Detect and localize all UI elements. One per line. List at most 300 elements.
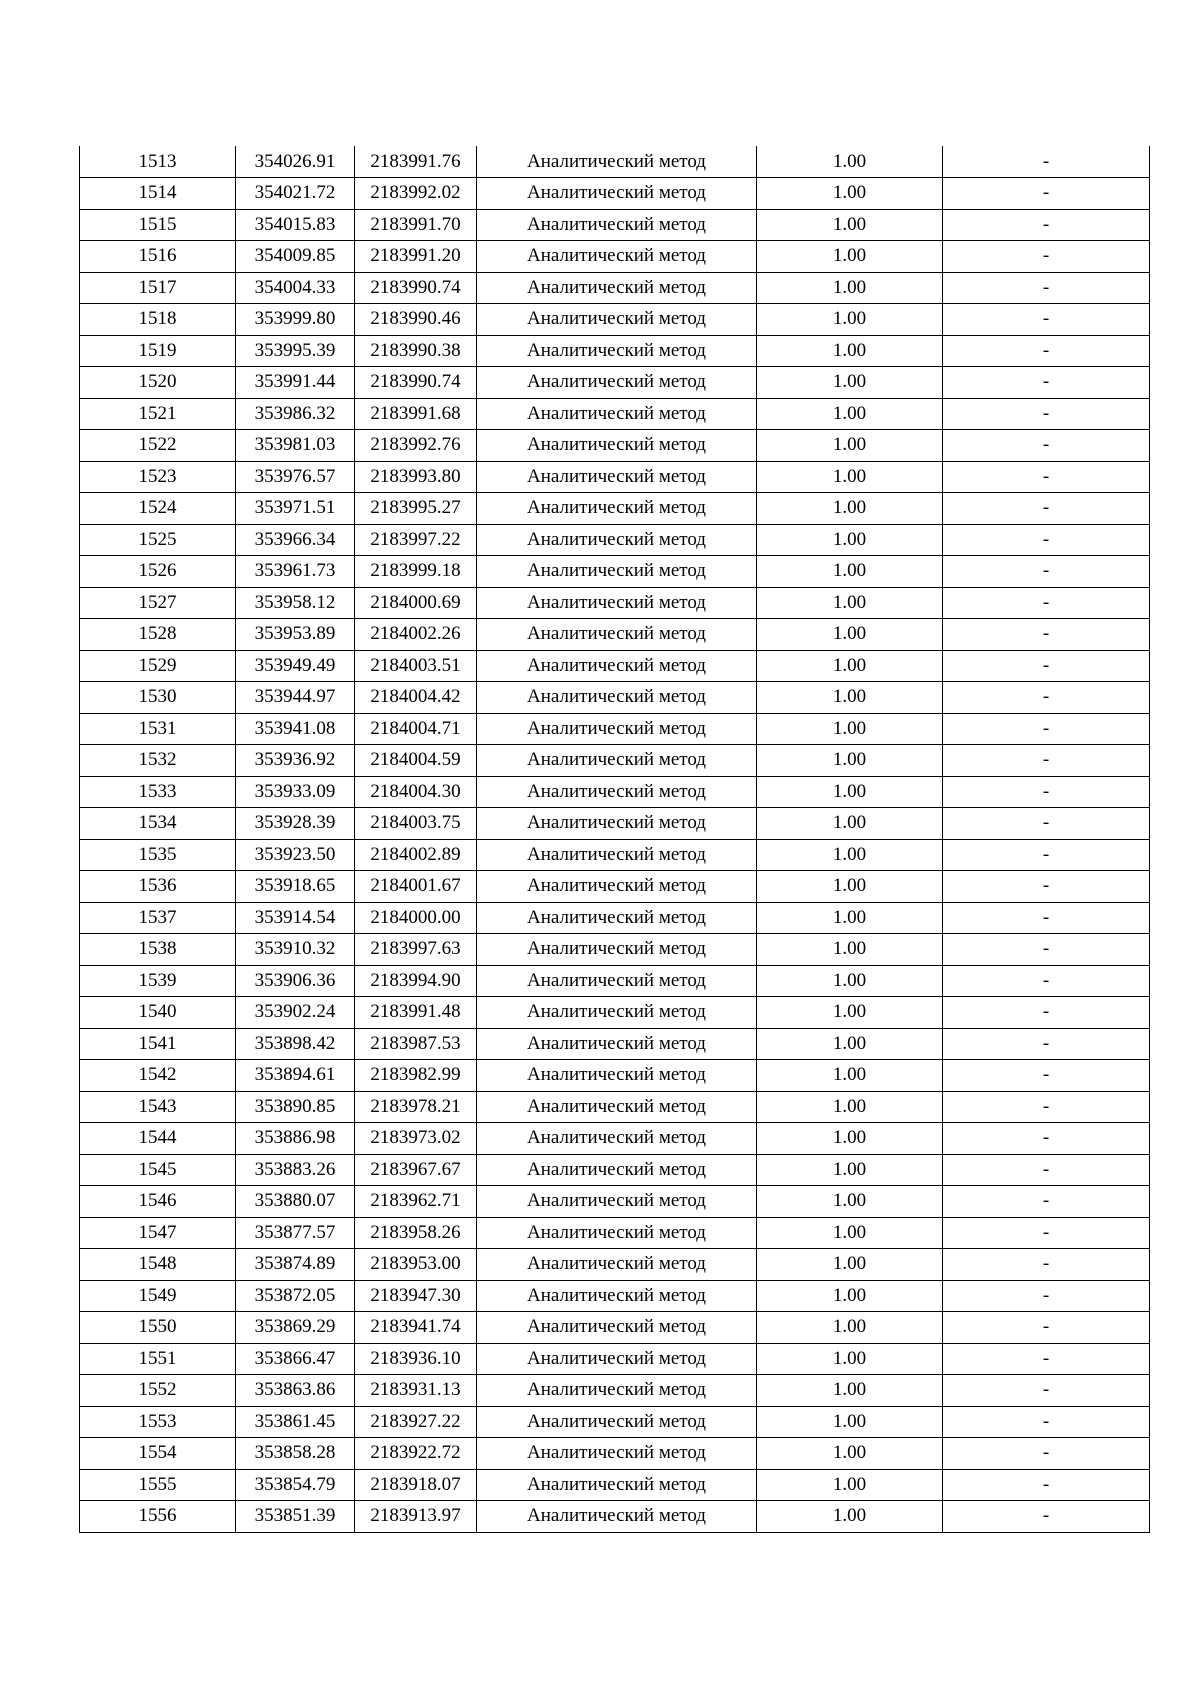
y-coordinate-cell: 2183997.22 <box>355 524 477 556</box>
description-cell: - <box>943 178 1150 210</box>
accuracy-cell: 1.00 <box>757 902 943 934</box>
table-row <box>80 430 1150 462</box>
x-coordinate-cell: 353880.07 <box>236 1186 355 1218</box>
accuracy-cell: 1.00 <box>757 461 943 493</box>
description-cell: - <box>943 398 1150 430</box>
point-number-cell: 1513 <box>80 146 236 178</box>
x-coordinate-cell: 353995.39 <box>236 335 355 367</box>
description-cell: - <box>943 650 1150 682</box>
point-number-cell: 1516 <box>80 241 236 273</box>
y-coordinate-cell: 2184000.00 <box>355 902 477 934</box>
point-number-cell: 1520 <box>80 367 236 399</box>
point-number-cell: 1547 <box>80 1217 236 1249</box>
point-number-cell: 1537 <box>80 902 236 934</box>
y-coordinate-cell: 2183991.20 <box>355 241 477 273</box>
method-cell: Аналитический метод <box>477 367 757 399</box>
table-row <box>80 1312 1150 1344</box>
table-row <box>80 493 1150 525</box>
x-coordinate-cell: 353949.49 <box>236 650 355 682</box>
y-coordinate-cell: 2183991.68 <box>355 398 477 430</box>
accuracy-cell: 1.00 <box>757 146 943 178</box>
description-cell: - <box>943 965 1150 997</box>
x-coordinate-cell: 353851.39 <box>236 1501 355 1533</box>
accuracy-cell: 1.00 <box>757 776 943 808</box>
accuracy-cell: 1.00 <box>757 1060 943 1092</box>
method-cell: Аналитический метод <box>477 1280 757 1312</box>
x-coordinate-cell: 353936.92 <box>236 745 355 777</box>
description-cell: - <box>943 934 1150 966</box>
method-cell: Аналитический метод <box>477 335 757 367</box>
x-coordinate-cell: 353944.97 <box>236 682 355 714</box>
point-number-cell: 1548 <box>80 1249 236 1281</box>
accuracy-cell: 1.00 <box>757 839 943 871</box>
x-coordinate-cell: 353928.39 <box>236 808 355 840</box>
point-number-cell: 1556 <box>80 1501 236 1533</box>
point-number-cell: 1521 <box>80 398 236 430</box>
method-cell: Аналитический метод <box>477 650 757 682</box>
description-cell: - <box>943 146 1150 178</box>
description-cell: - <box>943 461 1150 493</box>
y-coordinate-cell: 2184004.59 <box>355 745 477 777</box>
y-coordinate-cell: 2184002.26 <box>355 619 477 651</box>
x-coordinate-cell: 353923.50 <box>236 839 355 871</box>
description-cell: - <box>943 1343 1150 1375</box>
point-number-cell: 1531 <box>80 713 236 745</box>
accuracy-cell: 1.00 <box>757 209 943 241</box>
description-cell: - <box>943 493 1150 525</box>
description-cell: - <box>943 1312 1150 1344</box>
accuracy-cell: 1.00 <box>757 1438 943 1470</box>
accuracy-cell: 1.00 <box>757 335 943 367</box>
x-coordinate-cell: 353902.24 <box>236 997 355 1029</box>
description-cell: - <box>943 556 1150 588</box>
table-row <box>80 524 1150 556</box>
table-row <box>80 1438 1150 1470</box>
point-number-cell: 1525 <box>80 524 236 556</box>
accuracy-cell: 1.00 <box>757 241 943 273</box>
description-cell: - <box>943 745 1150 777</box>
table-row <box>80 1343 1150 1375</box>
method-cell: Аналитический метод <box>477 1312 757 1344</box>
y-coordinate-cell: 2183991.76 <box>355 146 477 178</box>
table-row <box>80 398 1150 430</box>
y-coordinate-cell: 2184002.89 <box>355 839 477 871</box>
table-row <box>80 650 1150 682</box>
y-coordinate-cell: 2184003.75 <box>355 808 477 840</box>
point-number-cell: 1518 <box>80 304 236 336</box>
x-coordinate-cell: 353999.80 <box>236 304 355 336</box>
method-cell: Аналитический метод <box>477 493 757 525</box>
table-row <box>80 934 1150 966</box>
y-coordinate-cell: 2183922.72 <box>355 1438 477 1470</box>
x-coordinate-cell: 354004.33 <box>236 272 355 304</box>
method-cell: Аналитический метод <box>477 776 757 808</box>
x-coordinate-cell: 353958.12 <box>236 587 355 619</box>
accuracy-cell: 1.00 <box>757 808 943 840</box>
description-cell: - <box>943 619 1150 651</box>
y-coordinate-cell: 2183918.07 <box>355 1469 477 1501</box>
table-row <box>80 808 1150 840</box>
accuracy-cell: 1.00 <box>757 650 943 682</box>
accuracy-cell: 1.00 <box>757 1343 943 1375</box>
accuracy-cell: 1.00 <box>757 1154 943 1186</box>
y-coordinate-cell: 2183931.13 <box>355 1375 477 1407</box>
point-number-cell: 1552 <box>80 1375 236 1407</box>
x-coordinate-cell: 353914.54 <box>236 902 355 934</box>
accuracy-cell: 1.00 <box>757 1028 943 1060</box>
description-cell: - <box>943 1028 1150 1060</box>
y-coordinate-cell: 2183953.00 <box>355 1249 477 1281</box>
point-number-cell: 1546 <box>80 1186 236 1218</box>
y-coordinate-cell: 2183958.26 <box>355 1217 477 1249</box>
y-coordinate-cell: 2183913.97 <box>355 1501 477 1533</box>
table-row <box>80 1154 1150 1186</box>
x-coordinate-cell: 353863.86 <box>236 1375 355 1407</box>
y-coordinate-cell: 2184003.51 <box>355 650 477 682</box>
method-cell: Аналитический метод <box>477 241 757 273</box>
table-row <box>80 713 1150 745</box>
method-cell: Аналитический метод <box>477 209 757 241</box>
description-cell: - <box>943 241 1150 273</box>
point-number-cell: 1551 <box>80 1343 236 1375</box>
x-coordinate-cell: 354015.83 <box>236 209 355 241</box>
point-number-cell: 1535 <box>80 839 236 871</box>
accuracy-cell: 1.00 <box>757 965 943 997</box>
method-cell: Аналитический метод <box>477 272 757 304</box>
y-coordinate-cell: 2184000.69 <box>355 587 477 619</box>
description-cell: - <box>943 1060 1150 1092</box>
accuracy-cell: 1.00 <box>757 304 943 336</box>
description-cell: - <box>943 209 1150 241</box>
table-row <box>80 965 1150 997</box>
accuracy-cell: 1.00 <box>757 430 943 462</box>
method-cell: Аналитический метод <box>477 1438 757 1470</box>
method-cell: Аналитический метод <box>477 997 757 1029</box>
x-coordinate-cell: 353933.09 <box>236 776 355 808</box>
table-row <box>80 209 1150 241</box>
point-number-cell: 1550 <box>80 1312 236 1344</box>
method-cell: Аналитический метод <box>477 1186 757 1218</box>
x-coordinate-cell: 353874.89 <box>236 1249 355 1281</box>
accuracy-cell: 1.00 <box>757 871 943 903</box>
accuracy-cell: 1.00 <box>757 493 943 525</box>
accuracy-cell: 1.00 <box>757 1406 943 1438</box>
x-coordinate-cell: 353877.57 <box>236 1217 355 1249</box>
point-number-cell: 1523 <box>80 461 236 493</box>
method-cell: Аналитический метод <box>477 556 757 588</box>
y-coordinate-cell: 2183987.53 <box>355 1028 477 1060</box>
description-cell: - <box>943 272 1150 304</box>
method-cell: Аналитический метод <box>477 745 757 777</box>
y-coordinate-cell: 2183927.22 <box>355 1406 477 1438</box>
accuracy-cell: 1.00 <box>757 556 943 588</box>
method-cell: Аналитический метод <box>477 1375 757 1407</box>
x-coordinate-cell: 354009.85 <box>236 241 355 273</box>
method-cell: Аналитический метод <box>477 1406 757 1438</box>
point-number-cell: 1524 <box>80 493 236 525</box>
method-cell: Аналитический метод <box>477 461 757 493</box>
x-coordinate-cell: 353872.05 <box>236 1280 355 1312</box>
point-number-cell: 1542 <box>80 1060 236 1092</box>
accuracy-cell: 1.00 <box>757 1186 943 1218</box>
accuracy-cell: 1.00 <box>757 367 943 399</box>
point-number-cell: 1534 <box>80 808 236 840</box>
table-row <box>80 178 1150 210</box>
description-cell: - <box>943 1438 1150 1470</box>
description-cell: - <box>943 335 1150 367</box>
method-cell: Аналитический метод <box>477 1060 757 1092</box>
method-cell: Аналитический метод <box>477 619 757 651</box>
table-row <box>80 902 1150 934</box>
accuracy-cell: 1.00 <box>757 934 943 966</box>
accuracy-cell: 1.00 <box>757 524 943 556</box>
method-cell: Аналитический метод <box>477 524 757 556</box>
x-coordinate-cell: 353981.03 <box>236 430 355 462</box>
point-number-cell: 1522 <box>80 430 236 462</box>
accuracy-cell: 1.00 <box>757 1375 943 1407</box>
x-coordinate-cell: 353894.61 <box>236 1060 355 1092</box>
method-cell: Аналитический метод <box>477 146 757 178</box>
y-coordinate-cell: 2183990.38 <box>355 335 477 367</box>
x-coordinate-cell: 353941.08 <box>236 713 355 745</box>
table-row <box>80 1375 1150 1407</box>
point-number-cell: 1553 <box>80 1406 236 1438</box>
description-cell: - <box>943 304 1150 336</box>
description-cell: - <box>943 871 1150 903</box>
method-cell: Аналитический метод <box>477 1217 757 1249</box>
point-number-cell: 1539 <box>80 965 236 997</box>
method-cell: Аналитический метод <box>477 398 757 430</box>
x-coordinate-cell: 353886.98 <box>236 1123 355 1155</box>
method-cell: Аналитический метод <box>477 1028 757 1060</box>
point-number-cell: 1533 <box>80 776 236 808</box>
x-coordinate-cell: 353890.85 <box>236 1091 355 1123</box>
y-coordinate-cell: 2183936.10 <box>355 1343 477 1375</box>
accuracy-cell: 1.00 <box>757 1469 943 1501</box>
table-row <box>80 1249 1150 1281</box>
accuracy-cell: 1.00 <box>757 619 943 651</box>
method-cell: Аналитический метод <box>477 1091 757 1123</box>
point-number-cell: 1549 <box>80 1280 236 1312</box>
table-row <box>80 745 1150 777</box>
point-number-cell: 1526 <box>80 556 236 588</box>
method-cell: Аналитический метод <box>477 934 757 966</box>
point-number-cell: 1554 <box>80 1438 236 1470</box>
y-coordinate-cell: 2184004.30 <box>355 776 477 808</box>
description-cell: - <box>943 367 1150 399</box>
accuracy-cell: 1.00 <box>757 272 943 304</box>
table-row <box>80 1469 1150 1501</box>
y-coordinate-cell: 2183973.02 <box>355 1123 477 1155</box>
description-cell: - <box>943 1375 1150 1407</box>
point-number-cell: 1538 <box>80 934 236 966</box>
y-coordinate-cell: 2183967.67 <box>355 1154 477 1186</box>
point-number-cell: 1519 <box>80 335 236 367</box>
accuracy-cell: 1.00 <box>757 1123 943 1155</box>
table-row <box>80 871 1150 903</box>
method-cell: Аналитический метод <box>477 713 757 745</box>
x-coordinate-cell: 353986.32 <box>236 398 355 430</box>
accuracy-cell: 1.00 <box>757 398 943 430</box>
description-cell: - <box>943 682 1150 714</box>
table-row <box>80 1186 1150 1218</box>
table-row <box>80 776 1150 808</box>
y-coordinate-cell: 2183947.30 <box>355 1280 477 1312</box>
table-row <box>80 1217 1150 1249</box>
x-coordinate-cell: 353854.79 <box>236 1469 355 1501</box>
x-coordinate-cell: 353906.36 <box>236 965 355 997</box>
accuracy-cell: 1.00 <box>757 997 943 1029</box>
x-coordinate-cell: 353966.34 <box>236 524 355 556</box>
point-number-cell: 1530 <box>80 682 236 714</box>
table-row <box>80 1123 1150 1155</box>
y-coordinate-cell: 2183941.74 <box>355 1312 477 1344</box>
point-number-cell: 1545 <box>80 1154 236 1186</box>
point-number-cell: 1515 <box>80 209 236 241</box>
x-coordinate-cell: 353858.28 <box>236 1438 355 1470</box>
point-number-cell: 1541 <box>80 1028 236 1060</box>
y-coordinate-cell: 2183991.48 <box>355 997 477 1029</box>
accuracy-cell: 1.00 <box>757 1091 943 1123</box>
point-number-cell: 1536 <box>80 871 236 903</box>
description-cell: - <box>943 1217 1150 1249</box>
point-number-cell: 1543 <box>80 1091 236 1123</box>
y-coordinate-cell: 2184004.42 <box>355 682 477 714</box>
y-coordinate-cell: 2184004.71 <box>355 713 477 745</box>
y-coordinate-cell: 2183990.74 <box>355 272 477 304</box>
point-number-cell: 1529 <box>80 650 236 682</box>
y-coordinate-cell: 2184001.67 <box>355 871 477 903</box>
y-coordinate-cell: 2183978.21 <box>355 1091 477 1123</box>
point-number-cell: 1527 <box>80 587 236 619</box>
y-coordinate-cell: 2183999.18 <box>355 556 477 588</box>
table-row <box>80 272 1150 304</box>
description-cell: - <box>943 713 1150 745</box>
accuracy-cell: 1.00 <box>757 713 943 745</box>
x-coordinate-cell: 353866.47 <box>236 1343 355 1375</box>
y-coordinate-cell: 2183982.99 <box>355 1060 477 1092</box>
x-coordinate-cell: 354026.91 <box>236 146 355 178</box>
y-coordinate-cell: 2183962.71 <box>355 1186 477 1218</box>
method-cell: Аналитический метод <box>477 682 757 714</box>
table-row <box>80 367 1150 399</box>
x-coordinate-cell: 353918.65 <box>236 871 355 903</box>
table-row <box>80 1280 1150 1312</box>
method-cell: Аналитический метод <box>477 1501 757 1533</box>
x-coordinate-cell: 353898.42 <box>236 1028 355 1060</box>
method-cell: Аналитический метод <box>477 965 757 997</box>
y-coordinate-cell: 2183990.74 <box>355 367 477 399</box>
point-number-cell: 1540 <box>80 997 236 1029</box>
table-row <box>80 335 1150 367</box>
description-cell: - <box>943 524 1150 556</box>
x-coordinate-cell: 353976.57 <box>236 461 355 493</box>
method-cell: Аналитический метод <box>477 430 757 462</box>
table-row <box>80 241 1150 273</box>
point-number-cell: 1514 <box>80 178 236 210</box>
point-number-cell: 1532 <box>80 745 236 777</box>
description-cell: - <box>943 1186 1150 1218</box>
description-cell: - <box>943 1280 1150 1312</box>
x-coordinate-cell: 353869.29 <box>236 1312 355 1344</box>
y-coordinate-cell: 2183995.27 <box>355 493 477 525</box>
description-cell: - <box>943 776 1150 808</box>
y-coordinate-cell: 2183992.02 <box>355 178 477 210</box>
table-row <box>80 1091 1150 1123</box>
accuracy-cell: 1.00 <box>757 587 943 619</box>
method-cell: Аналитический метод <box>477 1469 757 1501</box>
table-row <box>80 587 1150 619</box>
coordinates-table <box>79 146 1150 1533</box>
coordinates-table-body <box>80 146 1150 1532</box>
point-number-cell: 1544 <box>80 1123 236 1155</box>
y-coordinate-cell: 2183997.63 <box>355 934 477 966</box>
accuracy-cell: 1.00 <box>757 745 943 777</box>
table-row <box>80 839 1150 871</box>
method-cell: Аналитический метод <box>477 587 757 619</box>
y-coordinate-cell: 2183990.46 <box>355 304 477 336</box>
y-coordinate-cell: 2183993.80 <box>355 461 477 493</box>
table-row <box>80 682 1150 714</box>
description-cell: - <box>943 997 1150 1029</box>
method-cell: Аналитический метод <box>477 1249 757 1281</box>
description-cell: - <box>943 839 1150 871</box>
method-cell: Аналитический метод <box>477 808 757 840</box>
x-coordinate-cell: 353861.45 <box>236 1406 355 1438</box>
table-row <box>80 1028 1150 1060</box>
table-row <box>80 304 1150 336</box>
description-cell: - <box>943 1091 1150 1123</box>
x-coordinate-cell: 353991.44 <box>236 367 355 399</box>
method-cell: Аналитический метод <box>477 839 757 871</box>
method-cell: Аналитический метод <box>477 1343 757 1375</box>
description-cell: - <box>943 1249 1150 1281</box>
method-cell: Аналитический метод <box>477 871 757 903</box>
accuracy-cell: 1.00 <box>757 682 943 714</box>
description-cell: - <box>943 1469 1150 1501</box>
description-cell: - <box>943 902 1150 934</box>
y-coordinate-cell: 2183994.90 <box>355 965 477 997</box>
y-coordinate-cell: 2183991.70 <box>355 209 477 241</box>
table-row <box>80 1060 1150 1092</box>
description-cell: - <box>943 1406 1150 1438</box>
table-row <box>80 1501 1150 1533</box>
accuracy-cell: 1.00 <box>757 1217 943 1249</box>
x-coordinate-cell: 353971.51 <box>236 493 355 525</box>
method-cell: Аналитический метод <box>477 178 757 210</box>
accuracy-cell: 1.00 <box>757 1280 943 1312</box>
x-coordinate-cell: 354021.72 <box>236 178 355 210</box>
description-cell: - <box>943 1501 1150 1533</box>
description-cell: - <box>943 1123 1150 1155</box>
description-cell: - <box>943 430 1150 462</box>
x-coordinate-cell: 353953.89 <box>236 619 355 651</box>
method-cell: Аналитический метод <box>477 1123 757 1155</box>
table-row <box>80 461 1150 493</box>
x-coordinate-cell: 353961.73 <box>236 556 355 588</box>
point-number-cell: 1528 <box>80 619 236 651</box>
accuracy-cell: 1.00 <box>757 1312 943 1344</box>
point-number-cell: 1517 <box>80 272 236 304</box>
table-row <box>80 556 1150 588</box>
y-coordinate-cell: 2183992.76 <box>355 430 477 462</box>
description-cell: - <box>943 587 1150 619</box>
accuracy-cell: 1.00 <box>757 1249 943 1281</box>
description-cell: - <box>943 808 1150 840</box>
method-cell: Аналитический метод <box>477 1154 757 1186</box>
table-row <box>80 146 1150 178</box>
table-row <box>80 1406 1150 1438</box>
